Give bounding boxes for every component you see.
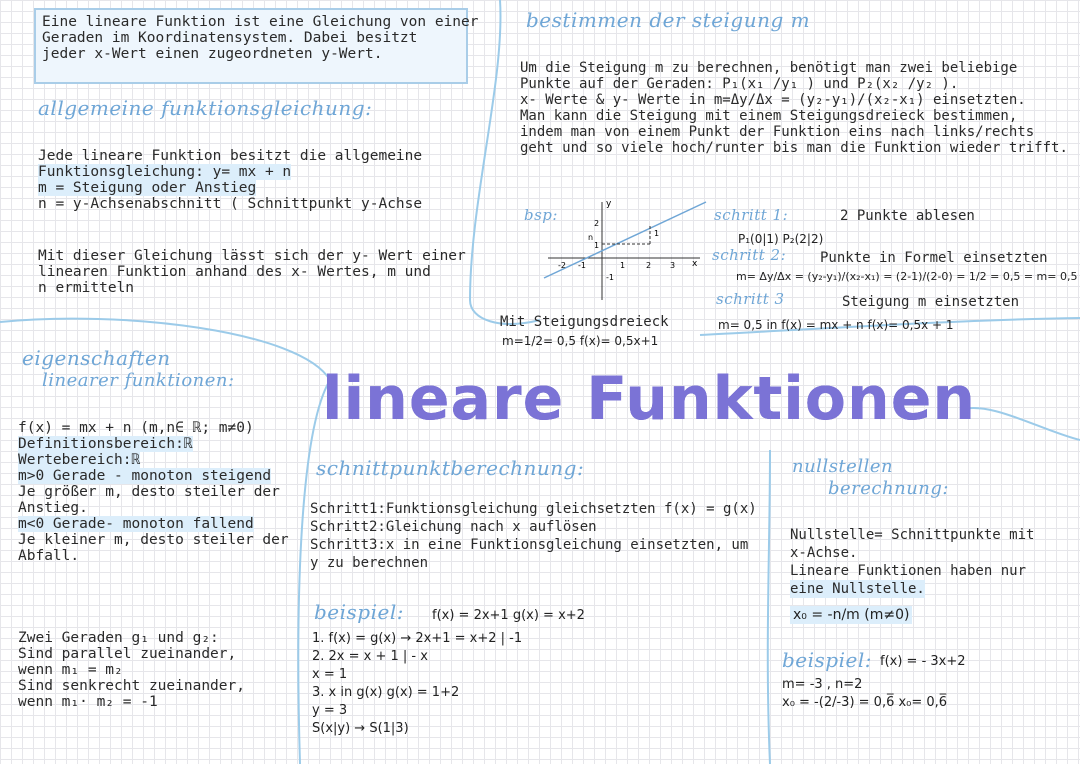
slope-line: indem man von einem Punkt der Funktion eins nach links/rechts <box>520 124 1035 140</box>
property-line: Sind parallel zueinander, <box>18 646 237 662</box>
slope-line: geht und so viele hoch/runter bis man die Funktion wieder trifft. <box>520 140 1068 156</box>
intersection-example-line: y = 3 <box>312 703 348 718</box>
intersection-example-lines <box>312 630 522 738</box>
zeros-heading: berechnung: <box>828 478 949 499</box>
property-line: wenn m₁ = m₂ <box>18 662 123 678</box>
slope-line: Um die Steigung m zu berechnen, benötigt man zwei beliebige <box>520 60 1018 76</box>
properties-lines2 <box>18 630 245 710</box>
step3-formula: m= 0,5 in f(x) = mx + n f(x)= 0,5x + 1 <box>718 318 954 332</box>
property-line: Anstieg. <box>18 500 88 516</box>
general-para-line: linearen Funktion anhand des x- Wertes, m und <box>38 264 431 280</box>
graph-label: n <box>588 233 594 242</box>
property-line: m>0 Gerade - monoton steigend <box>18 468 272 484</box>
general-para-line: Mit dieser Gleichung lässt sich der y- Wert einer <box>38 248 466 264</box>
definition-line: Eine lineare Funktion ist eine Gleichung von einer <box>42 14 479 30</box>
intersection-line: y zu berechnen <box>310 555 429 571</box>
zeros-example-def: f(x) = - 3x+2 <box>880 654 966 669</box>
general-heading: allgemeine funktionsgleichung: <box>38 96 373 120</box>
intersection-example-line: 3. x in g(x) g(x) = 1+2 <box>312 685 460 700</box>
graph-label: y <box>606 199 612 209</box>
intersection-line: Schritt3:x in eine Funktionsgleichung einsetzten, um <box>310 537 749 553</box>
intersection-heading: schnittpunktberechnung: <box>316 456 585 480</box>
zeros-example-line: m= -3 , n=2 <box>782 677 863 692</box>
property-line: Je größer m, desto steiler der <box>18 484 280 500</box>
property-line: Je kleiner m, desto steiler der <box>18 532 289 548</box>
graph-label: -2 <box>558 261 566 270</box>
page-title: lineare Funktionen <box>322 364 977 434</box>
general-line: Jede lineare Funktion besitzt die allgemeine <box>38 148 423 164</box>
slope-line: Punkte auf der Geraden: P₁(x₁ /y₁ ) und P₂(x₂ /y₂ ). <box>520 76 959 92</box>
step1-points: P₁(0|1) P₂(2|2) <box>738 232 824 246</box>
zeros-example-label: beispiel: <box>782 648 872 672</box>
graph-label: -1 <box>578 261 586 270</box>
triangle-formula: m=1/2= 0,5 f(x)= 0,5x+1 <box>502 334 659 348</box>
graph-label: x <box>692 259 698 269</box>
zeros-lines <box>790 526 1034 598</box>
slope-example-graph <box>540 196 710 306</box>
step1-text: 2 Punkte ablesen <box>840 208 975 224</box>
intersection-example-label: beispiel: <box>314 600 404 624</box>
zeros-line: Lineare Funktionen haben nur <box>790 563 1027 579</box>
graph-label: 2 <box>646 261 652 270</box>
graph-label: 2 <box>594 219 600 228</box>
intersection-example-line: 1. f(x) = g(x) → 2x+1 = x+2 | -1 <box>312 631 523 646</box>
graph-label: 1 <box>620 261 626 270</box>
definition-box <box>34 8 479 84</box>
step3-text: Steigung m einsetzten <box>842 294 1020 310</box>
graph-label: -1 <box>606 273 614 282</box>
definition-line: Geraden im Koordinatensystem. Dabei besitzt <box>42 30 418 46</box>
general-line: n = y-Achsenabschnitt ( Schnittpunkt y-Achse <box>38 196 423 212</box>
properties-heading: linearer funktionen: <box>42 370 235 391</box>
step3-label: schritt 3 <box>716 290 785 308</box>
property-line: Sind senkrecht zueinander, <box>18 678 245 694</box>
zeros-formula: x₀ = -n/m (m≠0) <box>790 606 912 624</box>
intersection-example-line: S(x|y) → S(1|3) <box>312 721 409 736</box>
triangle-caption: Mit Steigungsdreieck <box>500 314 669 330</box>
property-line: Wertebereich:ℝ <box>18 452 141 468</box>
general-lines <box>38 148 422 212</box>
general-paragraph <box>38 248 466 296</box>
property-line: Definitionsbereich:ℝ <box>18 436 193 452</box>
zeros-line: Nullstelle= Schnittpunkte mit <box>790 527 1035 543</box>
slope-line: Man kann die Steigung mit einem Steigungsdreieck bestimmen, <box>520 108 1018 124</box>
property-line: Zwei Geraden g₁ und g₂: <box>18 630 219 646</box>
zeros-line: eine Nullstelle. <box>790 581 925 597</box>
zeros-line: x-Achse. <box>790 545 858 561</box>
property-line: f(x) = mx + n (m,n∈ ℝ; m≠0) <box>18 420 254 436</box>
intersection-line: Schritt1:Funktionsgleichung gleichsetzten f(x) = g(x) <box>310 501 757 517</box>
intersection-example-def: f(x) = 2x+1 g(x) = x+2 <box>432 608 585 623</box>
definition-line: jeder x-Wert einen zugeordneten y-Wert. <box>42 46 383 62</box>
step2-text: Punkte in Formel einsetzten <box>820 250 1048 266</box>
zeros-example-lines <box>782 676 947 712</box>
intersection-example-line: x = 1 <box>312 667 348 682</box>
slope-lines <box>520 60 1068 156</box>
intersection-lines <box>310 500 757 572</box>
zeros-example-line: x₀ = -(2/-3) = 0,6̅ x₀= 0,6̅ <box>782 695 948 710</box>
general-line: m = Steigung oder Anstieg <box>38 180 257 196</box>
general-para-line: n ermitteln <box>38 280 135 296</box>
zeros-heading: nullstellen <box>792 456 894 477</box>
intersection-line: Schritt2:Gleichung nach x auflösen <box>310 519 597 535</box>
step2-formula: m= Δy/Δx = (y₂-y₁)/(x₂-x₁) = (2-1)/(2-0) = 1/2 = 0,5 = m= 0,5 <box>736 270 1078 283</box>
property-line: wenn m₁· m₂ = -1 <box>18 694 158 710</box>
graph-label: 3 <box>670 261 676 270</box>
property-line: Abfall. <box>18 548 80 564</box>
property-line: m<0 Gerade- monoton fallend <box>18 516 254 532</box>
properties-heading: eigenschaften <box>22 346 171 370</box>
step1-label: schritt 1: <box>714 206 789 224</box>
slope-heading: bestimmen der steigung m <box>526 8 811 32</box>
properties-lines <box>18 420 289 564</box>
slope-line: x- Werte & y- Werte in m=Δy/Δx = (y₂-y₁)/(x₂-x₁) einsetzten. <box>520 92 1026 108</box>
graph-label: 1 <box>654 229 660 238</box>
step2-label: schritt 2: <box>712 246 787 264</box>
slope-example-label: bsp: <box>524 206 558 224</box>
graph-label: 1 <box>594 241 600 250</box>
intersection-example-line: 2. 2x = x + 1 | - x <box>312 649 428 664</box>
general-line: Funktionsgleichung: y= mx + n <box>38 164 292 180</box>
